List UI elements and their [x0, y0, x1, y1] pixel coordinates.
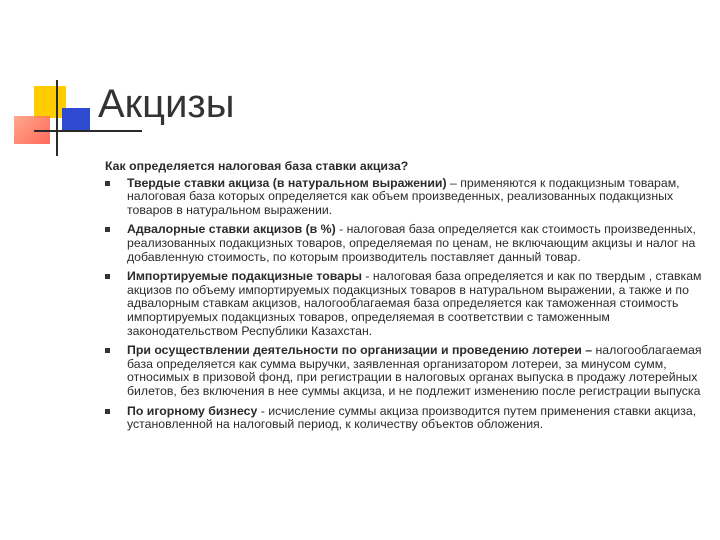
logo-vertical-line [56, 80, 58, 156]
slide-question: Как определяется налоговая база ставки акциза? [105, 159, 409, 173]
item-term: Импортируемые подакцизные товары [127, 269, 362, 284]
logo-horizontal-line [34, 130, 142, 132]
item-term: Адвалорные ставки акцизов (в %) [127, 222, 336, 237]
slide-content [105, 160, 705, 438]
list-item [105, 223, 705, 264]
item-term: Твердые ставки акциза (в натуральном выражении) [127, 175, 447, 190]
item-text: - налоговая база определяется как стоимость произведенных, реализованных подакцизных товаров, определяемая по ценам, не включающим акцизы и налог на добавленную стоимость, по которым производитель поставляет данный товар. [127, 222, 696, 264]
item-text: - исчисление суммы акциза производится путем применения ставки акциза, установленной на налоговый период, к количеству объектов обложения. [127, 403, 697, 432]
list-item [105, 344, 705, 398]
list-item [105, 405, 705, 432]
logo-blue-square [62, 108, 90, 132]
list-item [105, 270, 705, 338]
square-bullet-icon [105, 227, 110, 232]
item-term: По игорному бизнесу [127, 403, 258, 418]
item-term: При осуществлении деятельности по организации и проведению лотереи – [127, 343, 593, 358]
square-bullet-icon [105, 348, 110, 353]
item-text: - налоговая база определяется и как по твердым , ставкам акцизов по объему импортируемых подакцизных товаров в натуральном выражении, а также и по адвалорным ставкам акцизов, налогооблагаемая база определяется как таможенная стоимость импортируемых подакцизных товаров, определяемая в соответствии с таможенным законодательством Республики Казахстан. [127, 269, 702, 338]
square-bullet-icon [105, 181, 110, 186]
item-text: налогооблагаемая база определяется как сумма выручки, заявленная организатором лотереи, за минусом сумм, относимых в призовой фонд, при регистрации в налоговых органах выпуска в продажу лотерейных билетов, без включения в нее суммы акциза, и не подлежит изменению после регистрации выпуска [127, 343, 702, 398]
item-text: – применяются к подакцизным товарам, налоговая база которых определяется как объем произведенных, реализованных подакцизных товаров в натуральном выражении. [127, 175, 680, 217]
bullet-list [105, 177, 705, 432]
slide-title: Акцизы [98, 82, 235, 126]
square-bullet-icon [105, 274, 110, 279]
list-item [105, 177, 705, 218]
square-bullet-icon [105, 409, 110, 414]
